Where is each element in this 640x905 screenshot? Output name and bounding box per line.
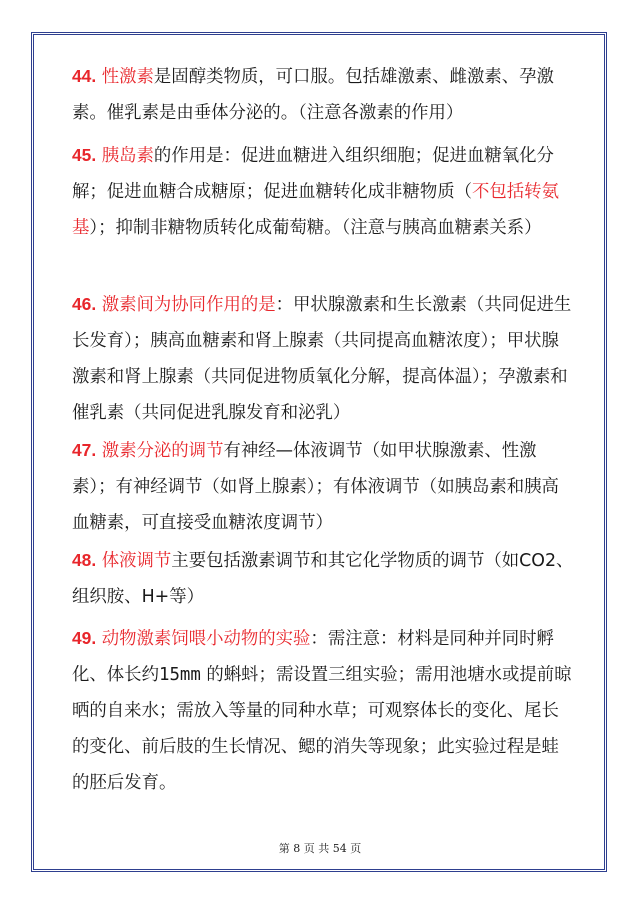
page-number-footer: 第 8 页 共 54 页 bbox=[278, 842, 362, 855]
item-48 bbox=[72, 542, 576, 615]
item-46 bbox=[72, 286, 576, 431]
key-term: 性激素 bbox=[101, 67, 154, 87]
item-text: 主要包括激素调节和其它化学物质的调节（如CO2、组织胺、H+等） bbox=[72, 551, 574, 607]
item-text: 15mm bbox=[158, 665, 201, 685]
item-number: 49. bbox=[72, 628, 97, 648]
key-term: 动物激素饲喂小动物的实验 bbox=[101, 629, 311, 649]
item-text: 的蝌蚪；需设置三组实验；需用池塘水或提前晾晒的自来水；需放入等量的同种水草；可观察体长的变化、尾长的变化、前后肢的生长情况、鳃的消失等现象；此实验过程是蛙的胚后发育。 bbox=[72, 665, 572, 793]
item-text: 有神经—体液调节（如甲状腺激素、性激素）；有神经调节（如肾上腺素）；有体液调节（如胰岛素和胰高血糖素，可直接受血糖浓度调节） bbox=[72, 441, 559, 533]
key-term: 激素分泌的调节 bbox=[101, 441, 224, 461]
item-number: 44. bbox=[72, 66, 97, 86]
item-number: 48. bbox=[72, 550, 97, 570]
item-text: ：甲状腺激素和生长激素（共同促进生长发育）；胰高血糖素和肾上腺素（共同提高血糖浓度）；甲状腺激素和肾上腺素（共同促进物质氧化分解，提高体温）；孕激素和催乳素（共同促进乳腺发育和泌乳） bbox=[72, 295, 572, 423]
key-term: 激素间为协同作用的是 bbox=[101, 295, 276, 315]
item-49 bbox=[72, 620, 576, 801]
item-text: ：需注意：材料是同种并同时孵化、体长约 bbox=[72, 629, 554, 685]
item-44 bbox=[72, 58, 576, 131]
item-text: 是固醇类物质，可口服。包括雄激素、雌激素、孕激素。催乳素是由垂体分泌的。（注意各激素的作用） bbox=[72, 67, 554, 123]
item-number: 46. bbox=[72, 294, 97, 314]
item-number: 47. bbox=[72, 440, 97, 460]
item-text: ）；抑制非糖物质转化成葡萄糖。（注意与胰高血糖素关系） bbox=[89, 218, 542, 238]
key-term: 不包括转氨基 bbox=[72, 182, 559, 238]
item-47 bbox=[72, 432, 576, 541]
item-number: 45. bbox=[72, 145, 97, 165]
key-term: 体液调节 bbox=[101, 551, 172, 571]
item-text: 的作用是：促进血糖进入组织细胞；促进血糖氧化分解；促进血糖合成糖原；促进血糖转化成非糖物质（ bbox=[72, 146, 554, 202]
key-term: 胰岛素 bbox=[101, 146, 154, 166]
item-45 bbox=[72, 137, 576, 246]
